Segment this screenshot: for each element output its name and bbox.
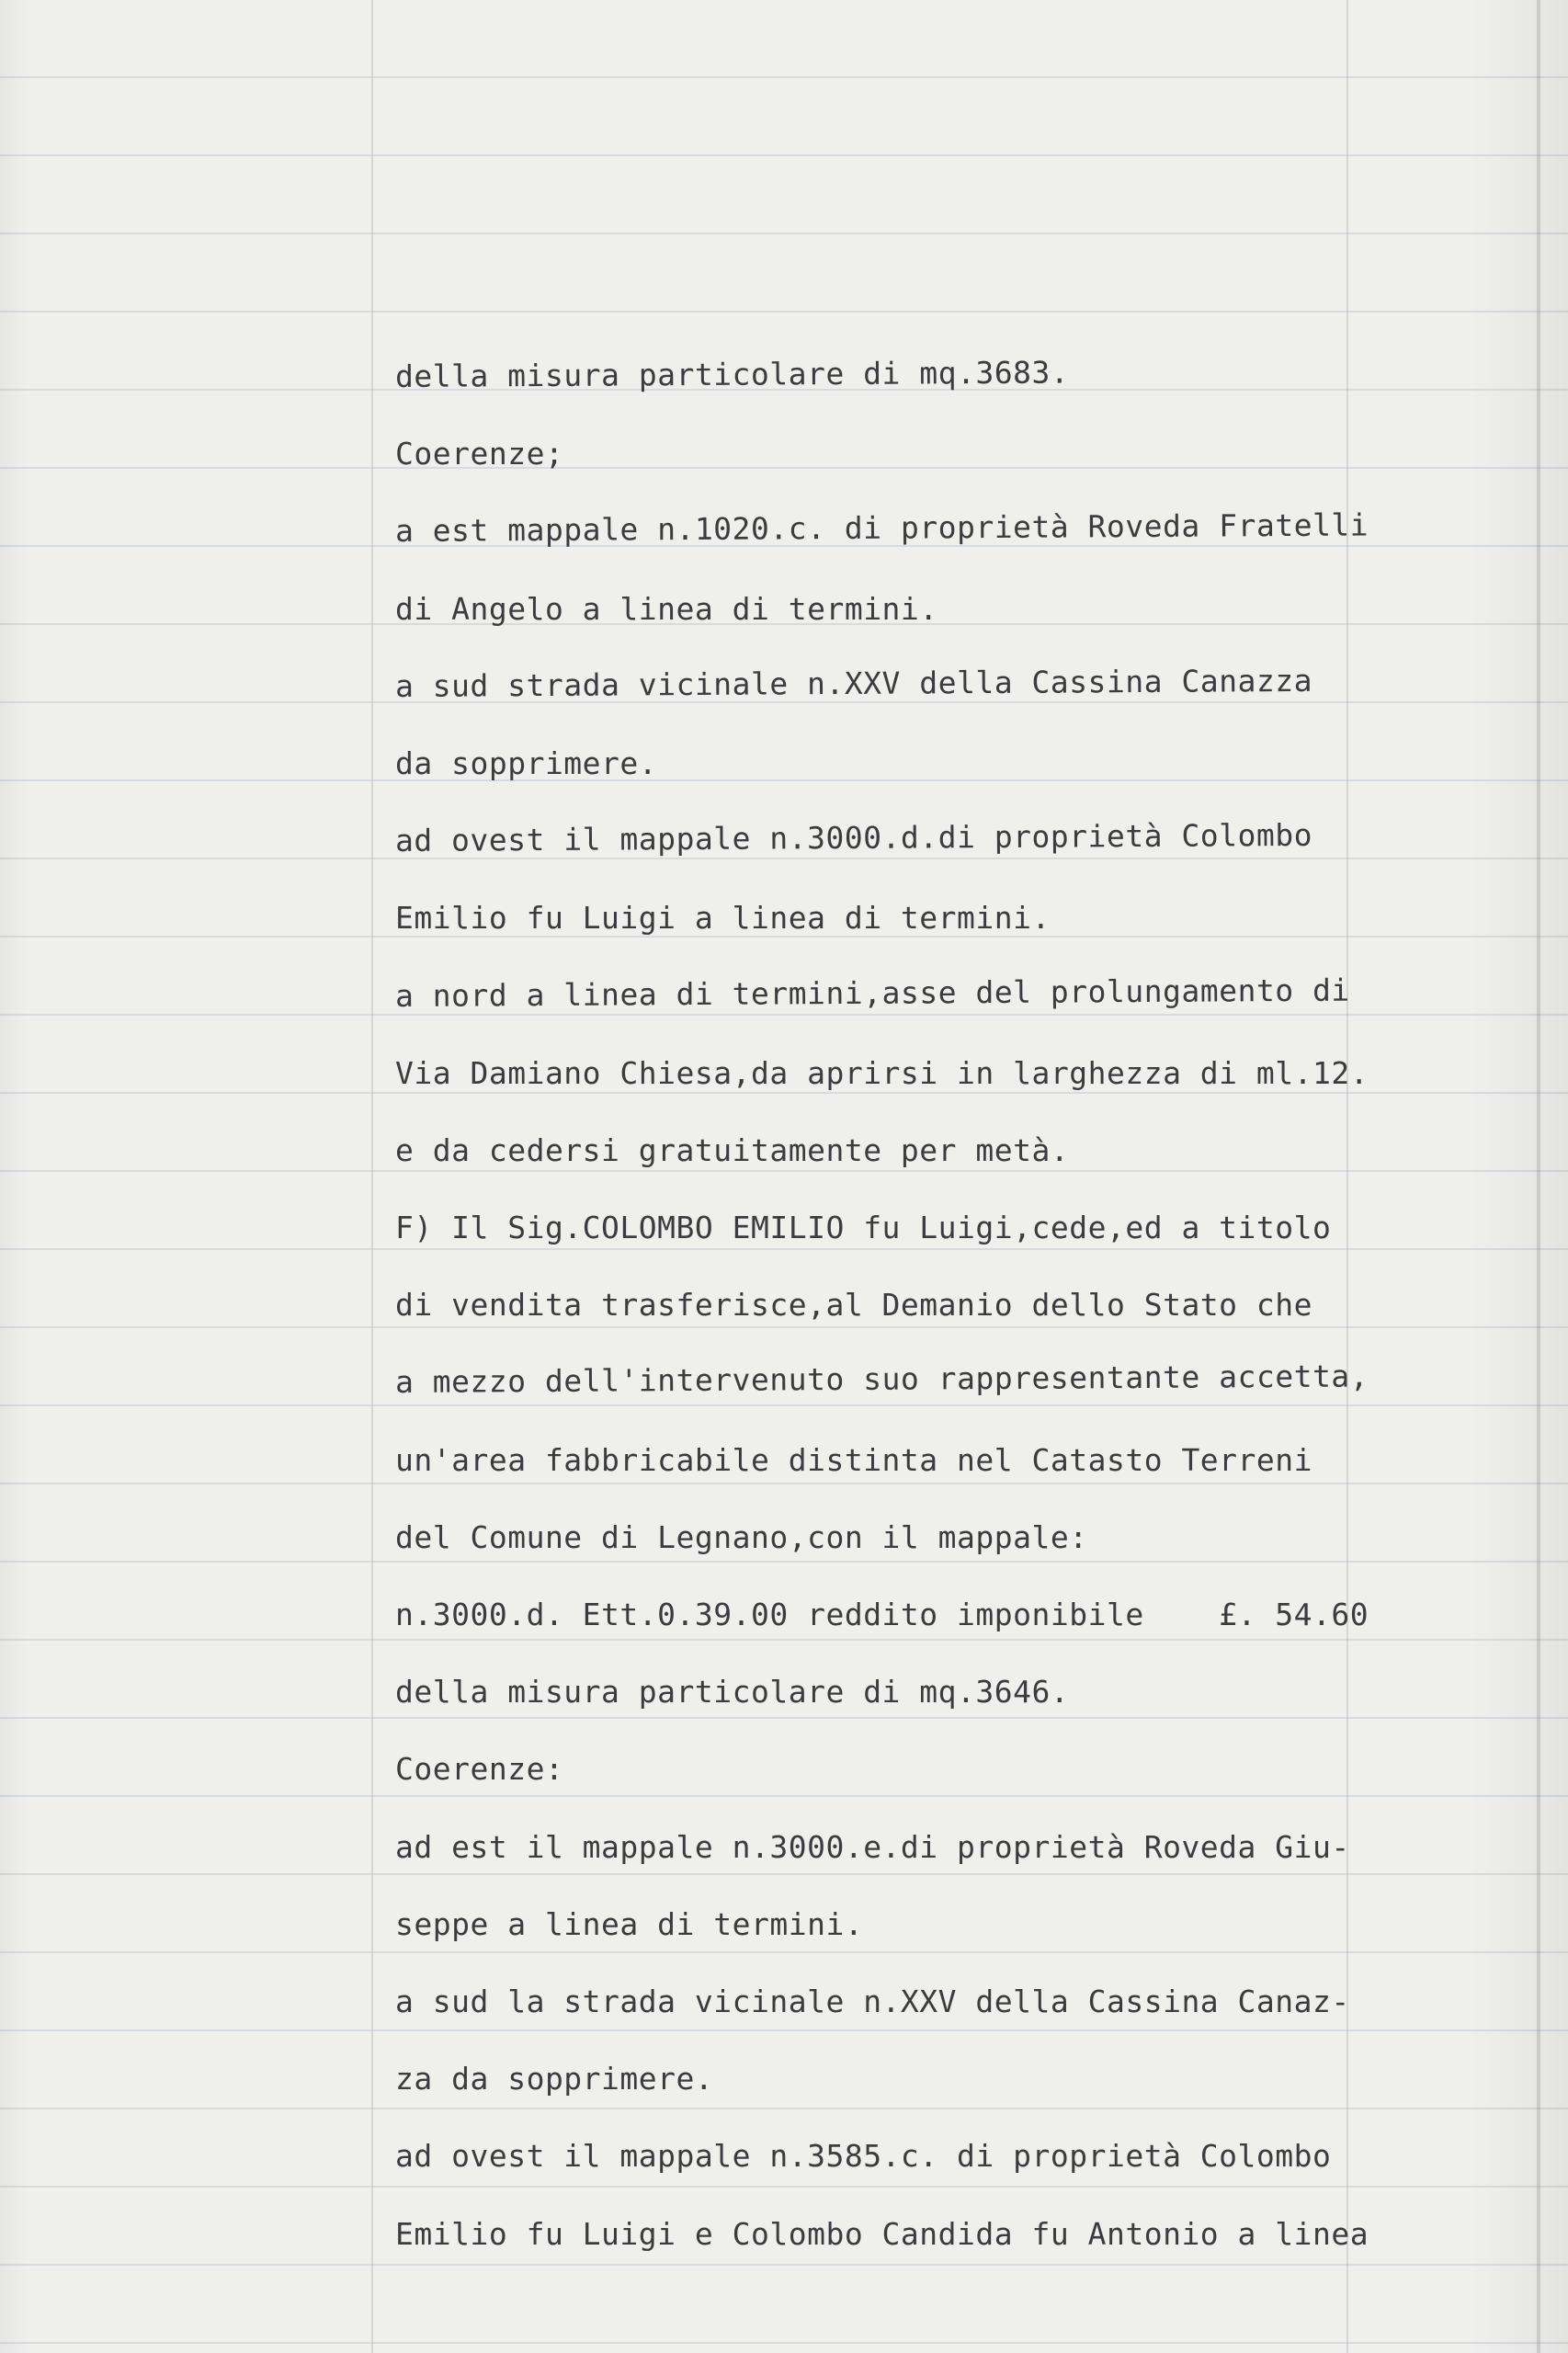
text-line: del Comune di Legnano,con il mappale: [395,1518,1088,1555]
text-line: della misura particolare di mq.3683. [394,354,1070,394]
text-line: ad ovest il mappale n.3585.c. di proprietà Colombo [395,2138,1332,2175]
text-line: F) Il Sig.COLOMBO EMILIO fu Luigi,cede,ed a titolo [395,1210,1332,1246]
text-line: Emilio fu Luigi a linea di termini. [395,900,1051,937]
text-line: Emilio fu Luigi e Colombo Candida fu Antonio a linea [395,2215,1369,2252]
text-line: seppe a linea di termini. [395,1905,864,1942]
text-line: e da cedersi gratuitamente per metà. [395,1131,1070,1168]
margin-rule [371,0,373,2353]
text-line: da sopprimere. [395,745,658,781]
text-line: a mezzo dell'intervenuto suo rappresentante accetta, [394,1358,1369,1401]
text-line: ad est il mappale n.3000.e.di proprietà Roveda Giu- [395,1828,1350,1865]
text-line: ad ovest il mappale n.3000.d.di proprietà Colombo [394,817,1313,859]
typed-text-block [395,338,1498,2273]
text-line: a nord a linea di termini,asse del prolungamento di [394,972,1350,1014]
text-line: Coerenze; [395,436,564,472]
text-line: Via Damiano Chiesa,da aprirsi in larghezza di ml.12. [395,1054,1369,1091]
text-line: di vendita trasferisce,al Demanio dello Stato che [395,1287,1313,1324]
text-line: za da sopprimere. [395,2061,714,2097]
text-line: un'area fabbricabile distinta nel Catasto Terreni [395,1441,1313,1478]
text-line: a est mappale n.1020.c. di proprietà Roveda Fratelli [394,506,1369,550]
text-line: Coerenze: [395,1751,564,1788]
text-line: della misura particolare di mq.3646. [395,1674,1070,1711]
page-edge-shadow [1537,0,1540,2353]
text-line: a sud strada vicinale n.XXV della Cassina Canazza [394,662,1313,704]
text-line: n.3000.d. Ett.0.39.00 reddito imponibile £. 54.60 [395,1597,1369,1632]
text-line: a sud la strada vicinale n.XXV della Cassina Canaz- [395,1983,1350,2019]
text-line: di Angelo a linea di termini. [395,590,938,627]
